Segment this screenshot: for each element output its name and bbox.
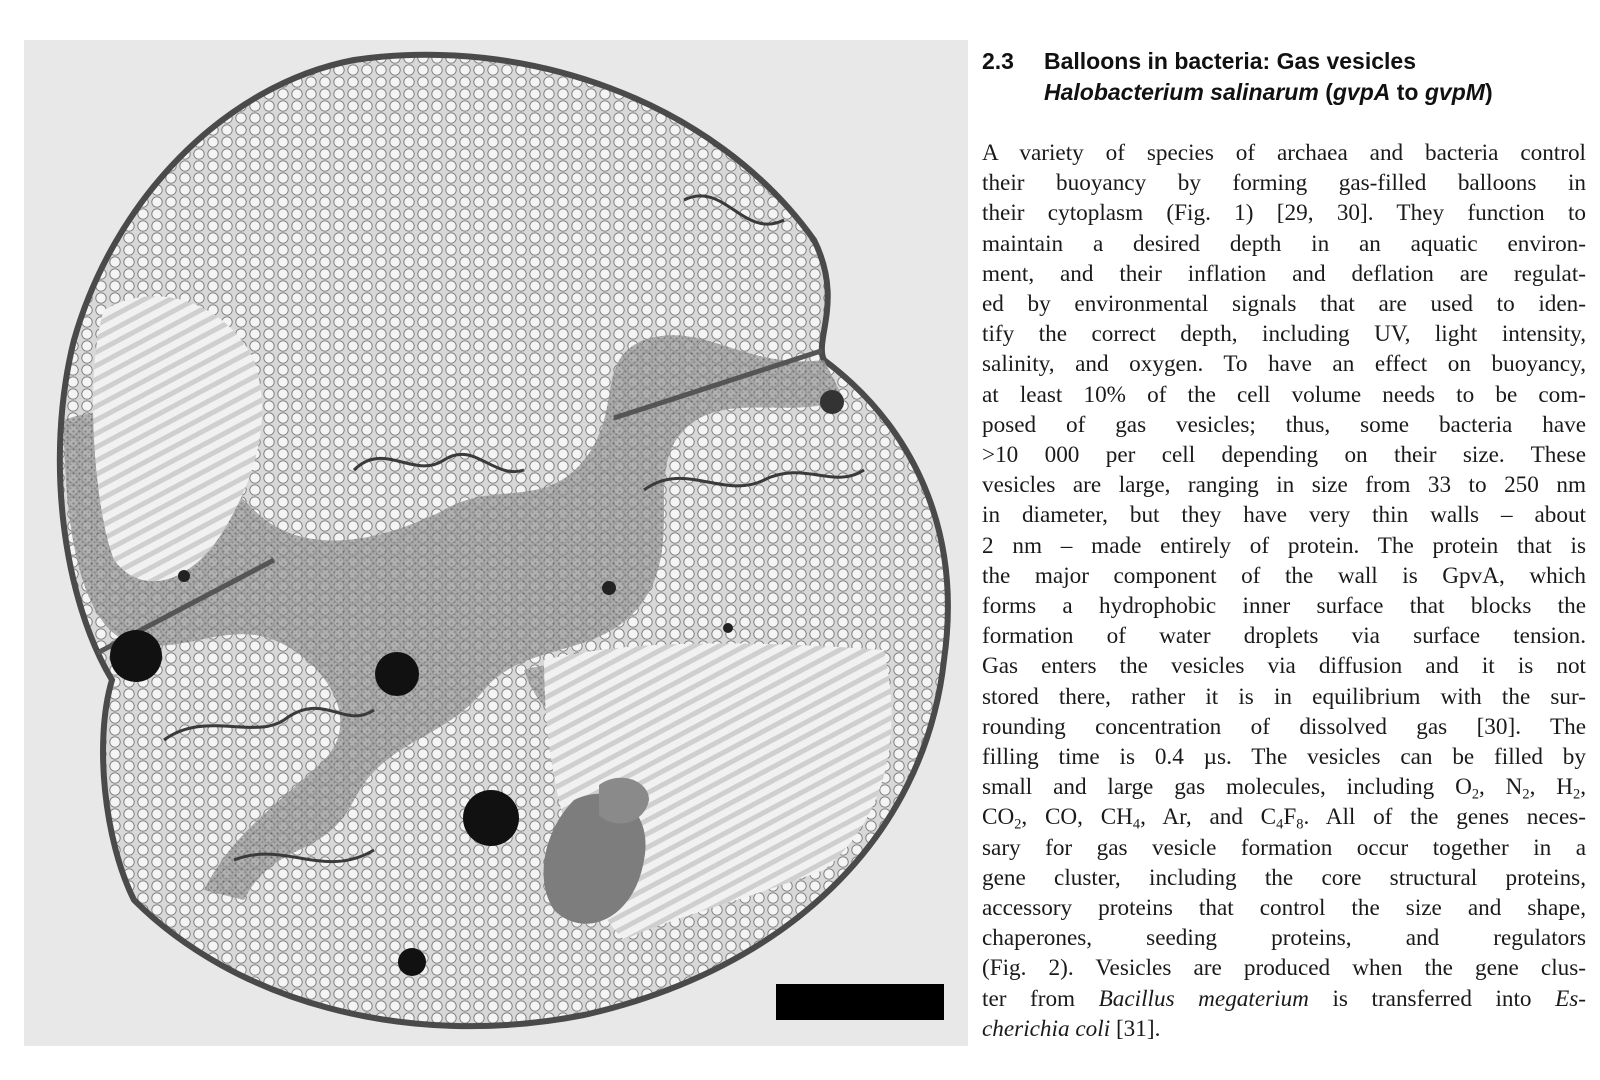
micrograph-figure xyxy=(24,40,968,1046)
text-line: A variety of species of archaea and bacteria control xyxy=(982,140,1586,166)
species-escherichia-end: cherichia coli xyxy=(982,1015,1111,1042)
text-line: ed by environmental signals that are used to iden- xyxy=(982,291,1586,318)
section-number: 2.3 xyxy=(982,48,1014,74)
text-line: their buoyancy by forming gas-filled balloons in xyxy=(982,170,1586,197)
section-subtitle: Halobacterium salinarum (gvpA to gvpM) xyxy=(1044,79,1493,105)
text-line-gases-2: $CO_2$, CO, $CH_4$, Ar, and $C_4F_8$. All of the genes neces- xyxy=(982,804,1586,833)
text-line-gases: small and large gas molecules, including $O_2$, $N_2$, $H_2$, xyxy=(982,774,1586,803)
text-line: posed of gas vesicles; thus, some bacteria have xyxy=(982,411,1586,438)
text-line-species: ter from Bacillus megaterium is transferred into Es- xyxy=(982,985,1586,1012)
section-title: Balloons in bacteria: Gas vesicles xyxy=(1044,48,1416,74)
gene-start: gvpA xyxy=(1332,79,1391,105)
species-escherichia-start: Es- xyxy=(1555,985,1586,1012)
species-name: Halobacterium salinarum xyxy=(1044,79,1319,105)
text-line: tify the correct depth, including UV, light intensity, xyxy=(982,321,1586,348)
text-line: the major component of the wall is GpvA, which xyxy=(982,562,1586,589)
species-bacillus: Bacillus megaterium xyxy=(1098,985,1309,1012)
text-line: their cytoplasm (Fig. 1) [29, 30]. They function to xyxy=(982,200,1586,227)
text-line: (Fig. 2). Vesicles are produced when the gene clus- xyxy=(982,955,1586,982)
text-line: chaperones, seeding proteins, and regulators xyxy=(982,925,1586,952)
text-line: vesicles are large, ranging in size from 33 to 250 nm xyxy=(982,472,1586,499)
text-line: 2 nm – made entirely of protein. The protein that is xyxy=(982,532,1586,559)
text-line: salinity, and oxygen. To have an effect on buoyancy, xyxy=(982,351,1586,378)
text-line: rounding concentration of dissolved gas [30]. The xyxy=(982,713,1586,740)
gene-end: gvpM xyxy=(1424,79,1485,105)
text-line: accessory proteins that control the size and shape, xyxy=(982,895,1586,922)
text-line: forms a hydrophobic inner surface that blocks the xyxy=(982,593,1586,620)
text-line: Gas enters the vesicles via diffusion and it is not xyxy=(982,653,1586,680)
text-line: maintain a desired depth in an aquatic environ- xyxy=(982,230,1586,257)
text-line: filling time is 0.4 µs. The vesicles can be filled by xyxy=(982,744,1586,771)
text-line: sary for gas vesicle formation occur together in a xyxy=(982,834,1586,861)
text-line: formation of water droplets via surface tension. xyxy=(982,623,1586,650)
text-line: stored there, rather it is in equilibrium with the sur- xyxy=(982,683,1586,710)
text-line: in diameter, but they have very thin walls – about xyxy=(982,502,1586,529)
text-line-last: cherichia coli [31]. xyxy=(982,1015,1161,1042)
body-paragraph xyxy=(982,138,1586,1044)
cell-micrograph-image xyxy=(24,40,968,1046)
text-line: gene cluster, including the core structural proteins, xyxy=(982,864,1586,891)
text-line: ment, and their inflation and deflation are regulat- xyxy=(982,260,1586,287)
scale-bar xyxy=(776,984,944,1020)
text-line: at least 10% of the cell volume needs to be com- xyxy=(982,381,1586,408)
text-line: >10 000 per cell depending on their size. These xyxy=(982,442,1586,469)
